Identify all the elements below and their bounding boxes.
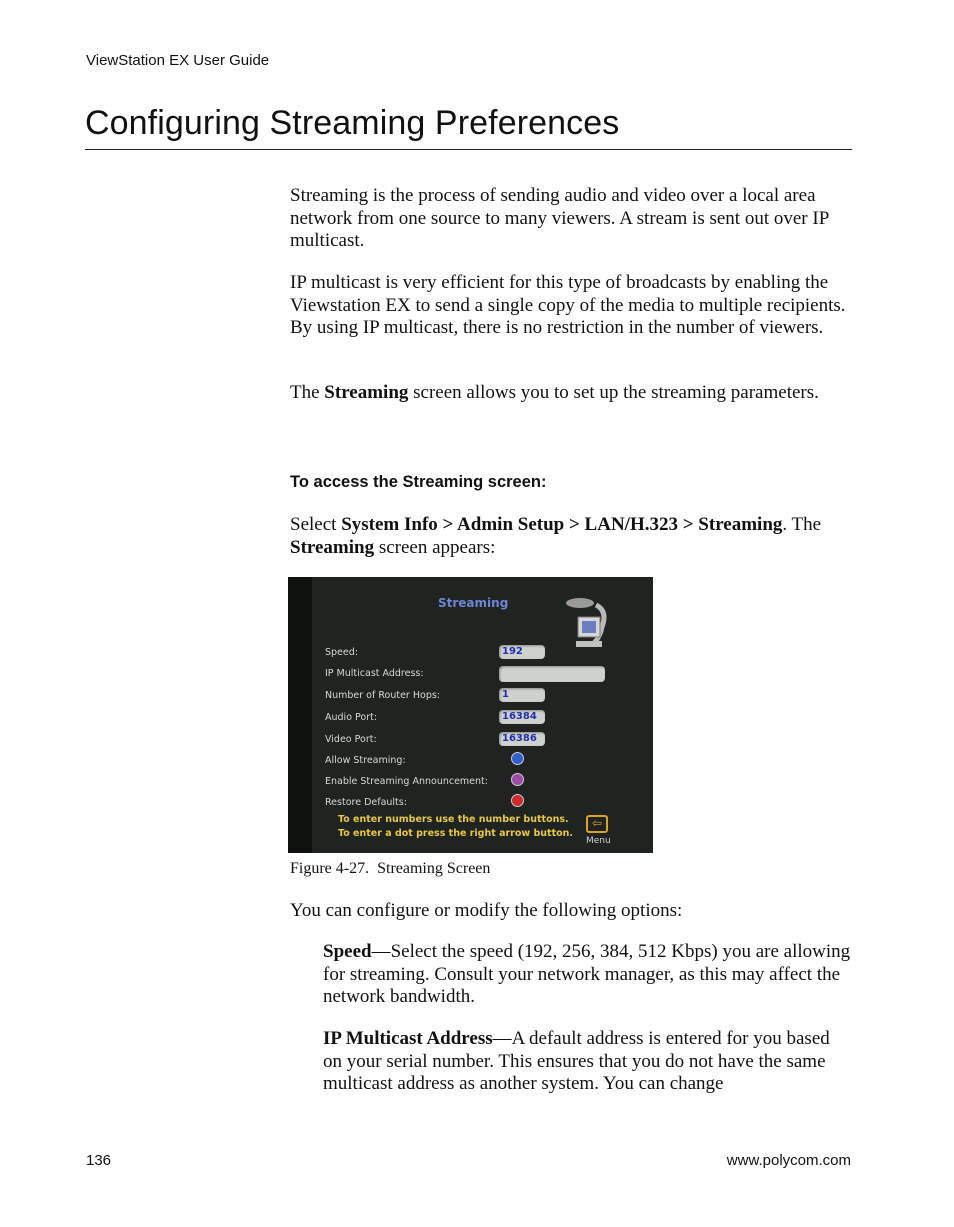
allow-streaming-radio[interactable]: [511, 752, 524, 765]
footer-url: www.polycom.com: [726, 1152, 851, 1169]
enable-announcement-checkbox[interactable]: [511, 773, 524, 786]
page-number: 136: [86, 1152, 112, 1169]
speed-field[interactable]: 192: [499, 645, 545, 659]
screen-title: Streaming: [438, 596, 509, 610]
router-hops-label: Number of Router Hops:: [325, 690, 440, 701]
running-header: ViewStation EX User Guide: [86, 52, 270, 69]
intro-paragraph-2: IP multicast is very efficient for this type of broadcasts by enabling the Viewstation EX to send a single copy of the media to multiple recipients. By using IP multicast, there is no restriction in the number of viewers.: [290, 272, 846, 338]
hint-dot: To enter a dot press the right arrow button.: [338, 828, 574, 839]
intro-paragraph-3: The Streaming screen allows you to set up the streaming parameters.: [290, 382, 819, 403]
audio-port-label: Audio Port:: [325, 712, 378, 723]
caption-label: Figure 4-27.: [290, 860, 370, 877]
enable-announcement-label: Enable Streaming Announcement:: [325, 776, 488, 787]
figure-left-strip: [288, 577, 312, 853]
page-title: Configuring Streaming Preferences: [85, 104, 620, 142]
title-rule: [85, 149, 852, 150]
intro-paragraph-1: Streaming is the process of sending audio and video over a local area network from one source to many viewers. A stream is sent out over IP multicast.: [290, 185, 829, 251]
figure-caption: [290, 860, 490, 878]
restore-defaults-button[interactable]: [511, 794, 524, 807]
caption-text: Streaming Screen: [377, 860, 491, 877]
streaming-screen-figure: [288, 577, 653, 853]
option-speed: Speed—Select the speed (192, 256, 384, 512 Kbps) you are allowing for streaming. Consult your network manager, as this may affect the network bandwidth.: [323, 941, 851, 1007]
back-arrow-icon: ⇦: [591, 816, 603, 830]
allow-streaming-label: Allow Streaming:: [325, 755, 406, 766]
options-intro: You can configure or modify the following options:: [290, 900, 683, 921]
video-port-field[interactable]: 16386: [499, 732, 545, 746]
computer-device-icon: [556, 597, 618, 655]
menu-label: Menu: [586, 836, 611, 846]
procedure-step: Select System Info > Admin Setup > LAN/H.323 > Streaming. The Streaming screen appears:: [290, 514, 822, 558]
ip-multicast-field[interactable]: [499, 666, 605, 682]
procedure-heading: To access the Streaming screen:: [290, 473, 547, 491]
speed-label: Speed:: [325, 647, 358, 658]
audio-port-field[interactable]: 16384: [499, 710, 545, 724]
menu-button[interactable]: [586, 815, 608, 833]
hint-numbers: To enter numbers use the number buttons.: [338, 814, 569, 825]
ip-multicast-label: IP Multicast Address:: [325, 668, 424, 679]
router-hops-field[interactable]: 1: [499, 688, 545, 702]
video-port-label: Video Port:: [325, 734, 377, 745]
option-ip-multicast: IP Multicast Address—A default address is entered for you based on your serial number. This ensures that you do not have the same multicast address as another system. You can change: [323, 1028, 830, 1094]
restore-defaults-label: Restore Defaults:: [325, 797, 407, 808]
